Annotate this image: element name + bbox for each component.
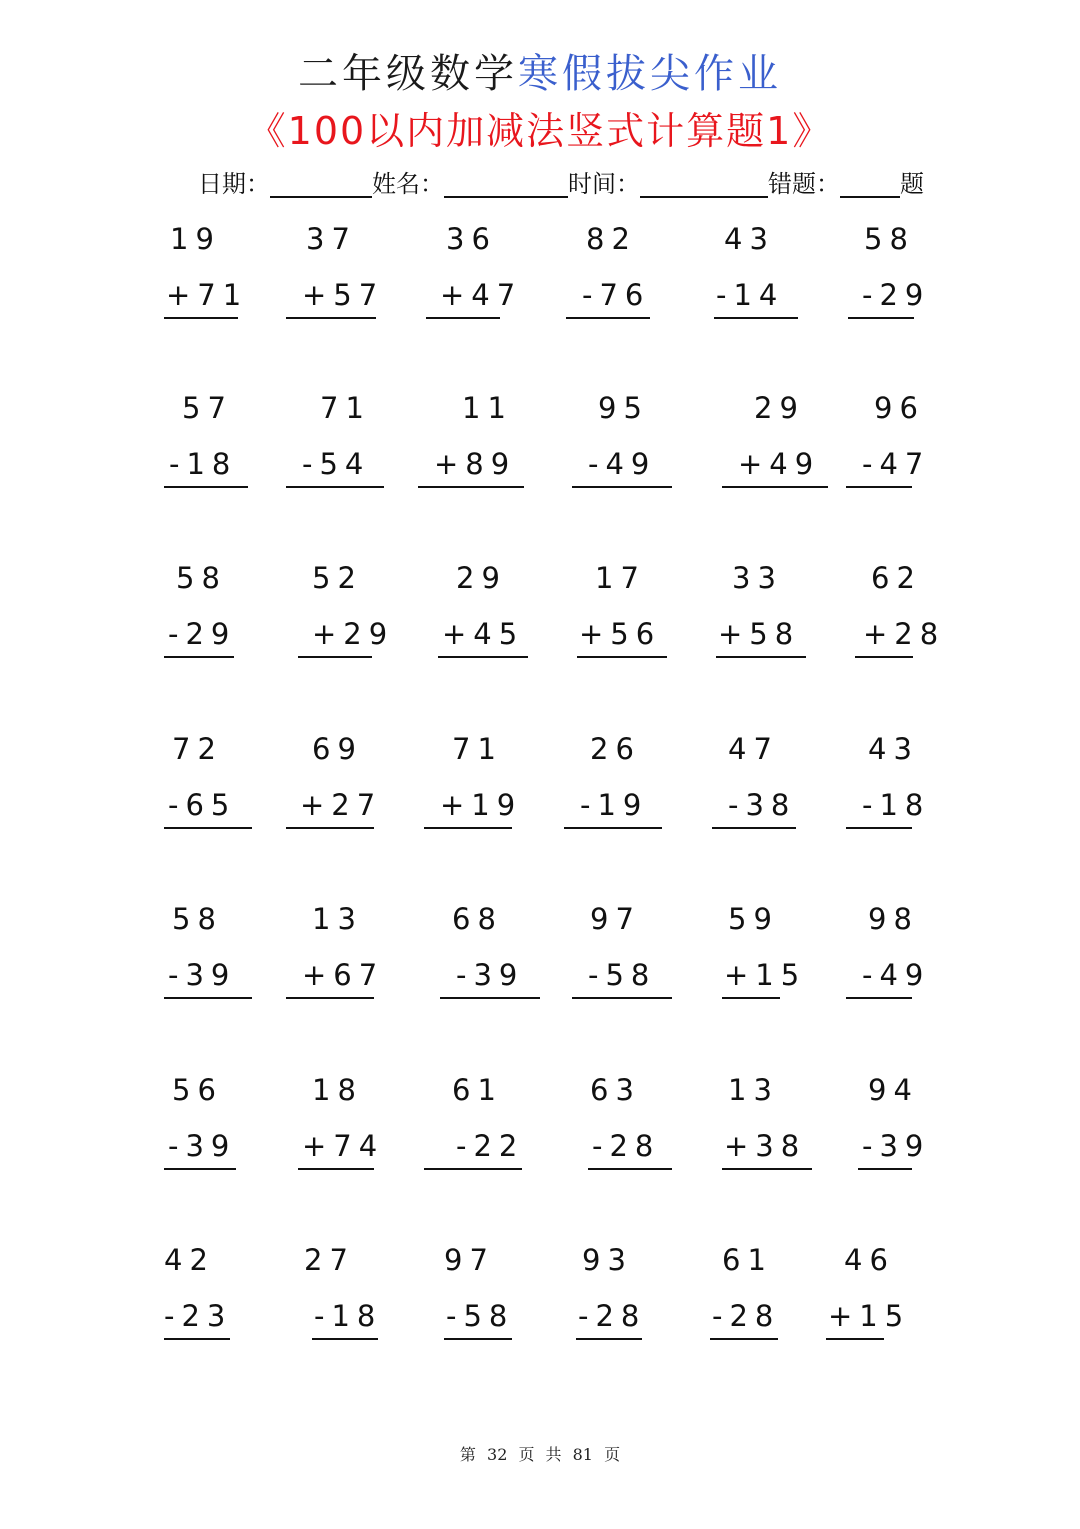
wrong-label: 错题：: [768, 170, 840, 198]
problem-top-number: 33: [732, 561, 783, 595]
problem-top-number: 47: [728, 732, 779, 766]
answer-line: [566, 317, 650, 319]
problem-item: [164, 1073, 274, 1193]
problem-operator-number: +28: [863, 617, 946, 651]
problem-top-number: 96: [874, 391, 925, 425]
answer-line: [846, 486, 912, 488]
problem-operator-number: -18: [862, 788, 931, 822]
problem-operator-number: +56: [579, 617, 662, 651]
problem-operator-number: -47: [862, 447, 931, 481]
problem-top-number: 19: [170, 222, 221, 256]
problem-top-number: 93: [582, 1243, 633, 1277]
problem-item: [564, 732, 674, 852]
problem-operator-number: -39: [456, 958, 525, 992]
problem-top-number: 46: [844, 1243, 895, 1277]
answer-line: [572, 486, 672, 488]
worksheet-title: [0, 42, 1080, 99]
wrong-blank: [840, 172, 900, 198]
problem-item: [855, 561, 965, 681]
problem-item: [566, 222, 676, 342]
answer-line: [712, 827, 796, 829]
problem-item: [286, 732, 396, 852]
answer-line: [424, 1168, 522, 1170]
problem-operator-number: -39: [862, 1129, 931, 1163]
problem-top-number: 69: [312, 732, 363, 766]
problem-item: [286, 902, 396, 1022]
problem-item: [572, 902, 682, 1022]
answer-line: [848, 317, 914, 319]
problem-operator-number: -29: [862, 278, 931, 312]
problem-item: [572, 391, 682, 511]
answer-line: [424, 827, 512, 829]
answer-line: [716, 656, 806, 658]
answer-line: [722, 997, 780, 999]
answer-line: [722, 486, 828, 488]
problem-item: [164, 391, 274, 511]
problem-item: [710, 1243, 820, 1363]
problem-item: [418, 391, 528, 511]
problem-top-number: 57: [182, 391, 233, 425]
problem-top-number: 11: [462, 391, 513, 425]
problem-operator-number: +15: [724, 958, 807, 992]
answer-line: [714, 317, 798, 319]
answer-line: [164, 317, 238, 319]
problem-item: [438, 561, 548, 681]
problem-top-number: 98: [868, 902, 919, 936]
problem-item: [424, 732, 534, 852]
problem-item: [164, 1243, 274, 1363]
title-grade-subject: 二年级数学: [298, 51, 518, 97]
problem-top-number: 42: [164, 1243, 215, 1277]
problem-operator-number: +47: [440, 278, 523, 312]
problem-operator-number: +27: [300, 788, 383, 822]
problem-item: [712, 732, 822, 852]
problem-top-number: 58: [176, 561, 227, 595]
problem-item: [164, 561, 274, 681]
answer-line: [286, 997, 374, 999]
problem-item: [722, 391, 832, 511]
problem-item: [846, 902, 956, 1022]
name-blank: [444, 172, 568, 198]
problem-item: [286, 222, 396, 342]
problem-top-number: 82: [586, 222, 637, 256]
answer-line: [298, 656, 372, 658]
date-label: 日期：: [198, 170, 270, 198]
problem-item: [576, 1243, 686, 1363]
problem-top-number: 43: [724, 222, 775, 256]
answer-line: [564, 827, 662, 829]
answer-line: [164, 656, 234, 658]
date-blank: [270, 172, 372, 198]
problem-operator-number: -18: [169, 447, 238, 481]
problem-item: [848, 222, 958, 342]
problem-top-number: 97: [590, 902, 641, 936]
problem-top-number: 62: [871, 561, 922, 595]
problem-operator-number: -14: [716, 278, 785, 312]
problem-item: [722, 1073, 832, 1193]
problem-operator-number: -65: [168, 788, 237, 822]
problem-top-number: 56: [172, 1073, 223, 1107]
name-label: 姓名：: [372, 170, 444, 198]
problem-operator-number: -58: [588, 958, 657, 992]
answer-line: [418, 486, 524, 488]
problem-item: [304, 1243, 422, 1363]
answer-line: [588, 1168, 672, 1170]
problem-top-number: 13: [312, 902, 363, 936]
problem-operator-number: -29: [168, 617, 237, 651]
problem-top-number: 29: [754, 391, 805, 425]
answer-line: [846, 827, 912, 829]
problem-item: [164, 732, 274, 852]
problem-top-number: 97: [444, 1243, 495, 1277]
answer-line: [577, 656, 667, 658]
problem-item: [424, 1073, 534, 1193]
answer-line: [164, 1168, 236, 1170]
problem-operator-number: -22: [456, 1129, 525, 1163]
answer-line: [826, 1338, 884, 1340]
problem-item: [858, 1073, 968, 1193]
problem-operator-number: -23: [164, 1299, 233, 1333]
problem-top-number: 26: [590, 732, 641, 766]
problem-operator-number: -28: [592, 1129, 661, 1163]
answer-line: [164, 486, 248, 488]
answer-line: [426, 317, 500, 319]
answer-line: [576, 1338, 642, 1340]
problem-item: [846, 391, 956, 511]
problem-top-number: 72: [172, 732, 223, 766]
problem-operator-number: -19: [580, 788, 649, 822]
problem-top-number: 58: [864, 222, 915, 256]
problem-top-number: 52: [312, 561, 363, 595]
problem-top-number: 61: [452, 1073, 503, 1107]
problem-operator-number: -18: [314, 1299, 383, 1333]
answer-line: [312, 1338, 378, 1340]
answer-line: [286, 317, 376, 319]
answer-line: [438, 656, 528, 658]
problem-top-number: 71: [452, 732, 503, 766]
problem-operator-number: -49: [862, 958, 931, 992]
problem-operator-number: +89: [434, 447, 517, 481]
problem-operator-number: +49: [738, 447, 821, 481]
problem-item: [286, 391, 396, 511]
problem-top-number: 94: [868, 1073, 919, 1107]
problem-item: [164, 902, 274, 1022]
time-blank: [640, 172, 768, 198]
problem-operator-number: +57: [302, 278, 385, 312]
problem-item: [577, 561, 687, 681]
answer-line: [286, 486, 384, 488]
problem-operator-number: -38: [728, 788, 797, 822]
problem-top-number: 95: [598, 391, 649, 425]
answer-line: [164, 1338, 230, 1340]
problem-operator-number: +74: [302, 1129, 385, 1163]
answer-line: [710, 1338, 778, 1340]
answer-line: [440, 997, 540, 999]
problem-item: [440, 902, 550, 1022]
problem-operator-number: +15: [828, 1299, 911, 1333]
problem-top-number: 18: [312, 1073, 363, 1107]
problem-operator-number: -39: [168, 958, 237, 992]
problem-top-number: 36: [446, 222, 497, 256]
problem-top-number: 43: [868, 732, 919, 766]
problem-operator-number: +71: [166, 278, 249, 312]
answer-line: [572, 997, 672, 999]
problem-operator-number: +67: [302, 958, 385, 992]
answer-line: [444, 1338, 512, 1340]
problem-operator-number: -28: [578, 1299, 647, 1333]
problem-top-number: 17: [595, 561, 646, 595]
problem-item: [716, 561, 826, 681]
problem-item: [588, 1073, 698, 1193]
problem-operator-number: -76: [582, 278, 651, 312]
problem-operator-number: -39: [168, 1129, 237, 1163]
problem-item: [722, 902, 832, 1022]
problem-operator-number: -54: [302, 447, 371, 481]
student-info-line: [198, 164, 924, 199]
time-label: 时间：: [568, 170, 640, 198]
problem-top-number: 68: [452, 902, 503, 936]
answer-line: [298, 1168, 374, 1170]
problem-top-number: 61: [722, 1243, 773, 1277]
worksheet-subtitle: 《100以内加减法竖式计算题1》: [247, 109, 833, 153]
answer-line: [855, 656, 913, 658]
answer-line: [722, 1168, 812, 1170]
problem-top-number: 63: [590, 1073, 641, 1107]
problem-operator-number: +58: [718, 617, 801, 651]
problem-top-number: 27: [304, 1243, 355, 1277]
answer-line: [858, 1168, 912, 1170]
problem-top-number: 58: [172, 902, 223, 936]
problem-item: [164, 222, 274, 342]
problem-item: [714, 222, 824, 342]
problem-top-number: 13: [728, 1073, 779, 1107]
problem-item: [426, 222, 536, 342]
problem-top-number: 37: [306, 222, 357, 256]
problem-operator-number: +29: [312, 617, 395, 651]
title-homework-type: 寒假拔尖作业: [518, 51, 782, 97]
problem-operator-number: +38: [724, 1129, 807, 1163]
problem-item: [444, 1243, 554, 1363]
problem-operator-number: -28: [712, 1299, 781, 1333]
problem-item: [298, 561, 408, 681]
problem-item: [298, 1073, 408, 1193]
problem-top-number: 71: [320, 391, 371, 425]
answer-line: [164, 997, 252, 999]
problem-operator-number: +19: [440, 788, 523, 822]
problem-operator-number: -49: [588, 447, 657, 481]
page-number: 第 32 页 共 81 页: [459, 1445, 621, 1464]
problem-operator-number: -58: [446, 1299, 515, 1333]
problem-operator-number: +45: [442, 617, 525, 651]
answer-line: [164, 827, 252, 829]
wrong-suffix: 题: [900, 170, 924, 198]
answer-line: [286, 827, 374, 829]
answer-line: [846, 997, 912, 999]
problem-item: [826, 1243, 936, 1363]
problem-item: [846, 732, 956, 852]
problem-top-number: 59: [728, 902, 779, 936]
problem-top-number: 29: [456, 561, 507, 595]
